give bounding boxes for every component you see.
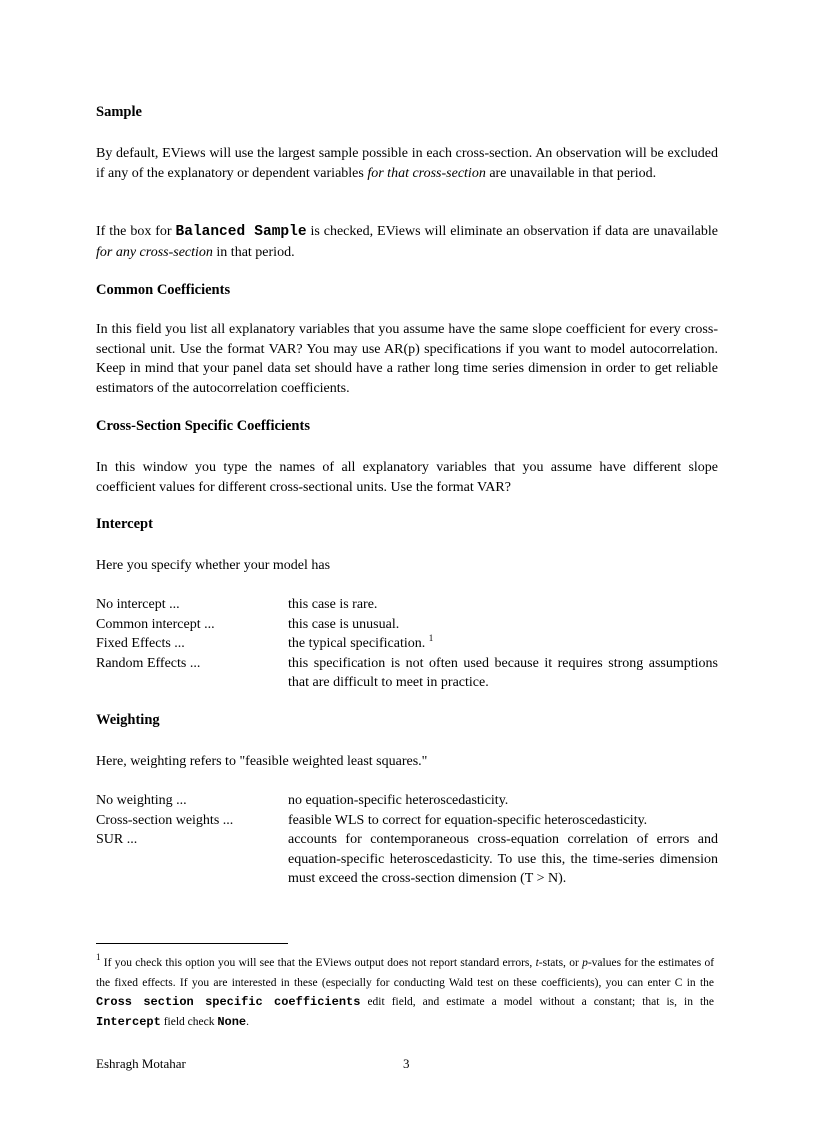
intercept-heading: Intercept bbox=[96, 516, 153, 532]
balanced-sample-code: Balanced Sample bbox=[175, 224, 307, 240]
weighting-heading: Weighting bbox=[96, 712, 160, 728]
list-item: Random Effects ... this specification is not often used because it requires strong assumptions that are difficult to meet in practice. bbox=[96, 655, 718, 690]
footnote-marker: 1 bbox=[96, 952, 101, 962]
common-coefficients-paragraph: In this field you list all explanatory variables that you assume have the same slope coefficient for every cross-sectional unit. Use the format VAR? You may use AR(p) specifications if you want to model autocorrelation. Keep in mind that your panel data set should have a rather long time series dimension in order to get reliable estimators of the autocorrelation coefficients. bbox=[96, 322, 718, 396]
footnote-divider bbox=[96, 943, 288, 944]
list-item: Common intercept ... this case is unusual. bbox=[96, 616, 400, 632]
list-item: Fixed Effects ... the typical specification. $^1$ bbox=[96, 633, 434, 651]
intercept-intro: Here you specify whether your model has bbox=[96, 558, 331, 573]
sample-paragraph-2: If the box for Balanced Sample is checked, EViews will eliminate an observation if data are unavailable for any cross-section in that period. bbox=[96, 224, 718, 260]
cross-section-field-code: Cross section specific coefficients bbox=[96, 995, 361, 1009]
list-item: Cross-section weights ... feasible WLS to correct for equation-specific heteroscedasticity. bbox=[96, 812, 648, 828]
sample-paragraph-1: By default, EViews will use the largest sample possible in each cross-section. An observation will be excluded if any of the explanatory or dependent variables for that cross-section are unavailable in that period. bbox=[96, 146, 718, 181]
weighting-options-list bbox=[96, 791, 718, 889]
none-option-code: None bbox=[217, 1014, 247, 1029]
intercept-field-code: Intercept bbox=[96, 1014, 161, 1029]
sample-heading: Sample bbox=[96, 104, 142, 120]
page-number: 3 bbox=[403, 1056, 410, 1071]
list-item: SUR ... accounts for contemporaneous cross-equation correlation of errors and equation-specific heteroscedasticity. To use this, the time-series dimension must exceed the cross-section dimension (T > N). bbox=[96, 832, 718, 886]
common-coefficients-heading: Common Coefficients bbox=[96, 282, 231, 298]
weighting-intro: Here, weighting refers to "feasible weighted least squares." bbox=[96, 754, 428, 769]
cross-section-paragraph: In this window you type the names of all explanatory variables that you assume have different slope coefficient values for different cross-sectional units. Use the format VAR? bbox=[96, 460, 718, 495]
list-item: No intercept ... this case is rare. bbox=[96, 597, 378, 612]
footnote: $^1$ If you check this option you will see that the EViews output does not report standard errors, t-stats, or p-values for the estimates of the fixed effects. If you are interested in these (especially for conducting Wald test on these coefficients), you can enter C in the Cross section specific coefficients edit field, and estimate a model without a constant; that is, in the Intercept field check None. bbox=[96, 952, 715, 1029]
footer-author: Eshragh Motahar bbox=[96, 1056, 186, 1071]
footnote-reference[interactable]: 1 bbox=[428, 633, 434, 643]
list-item: No weighting ... no equation-specific heteroscedasticity. bbox=[96, 793, 509, 808]
intercept-options-list bbox=[96, 595, 718, 693]
cross-section-heading: Cross-Section Specific Coefficients bbox=[96, 418, 310, 434]
